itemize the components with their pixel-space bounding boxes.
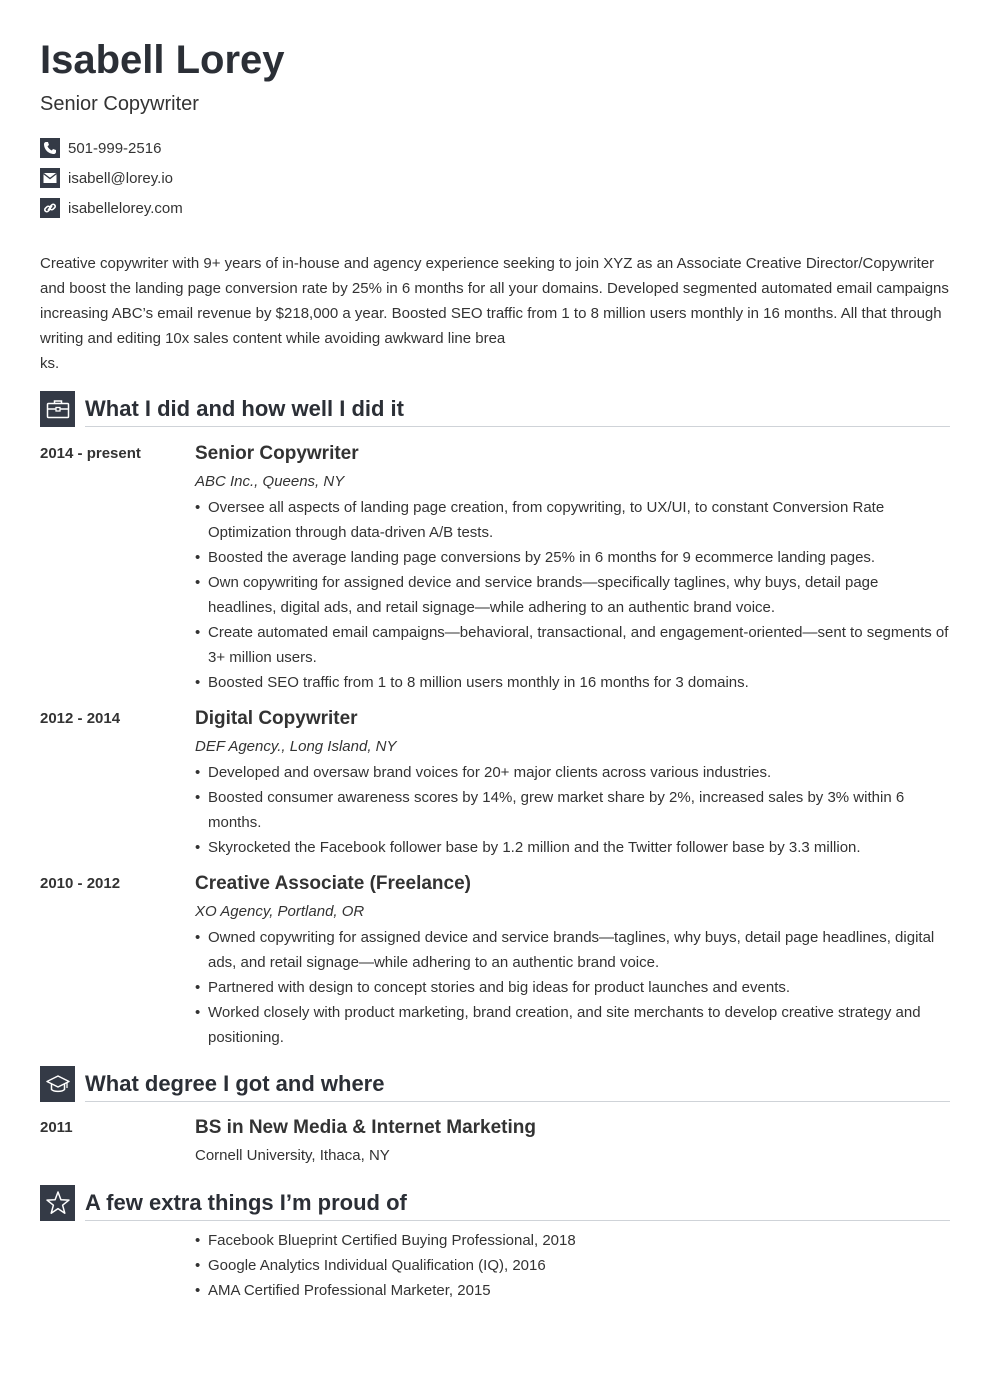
job-company: ABC Inc., Queens, NY [195,473,345,490]
contact-phone[interactable] [40,138,161,158]
extras-body [195,1228,950,1303]
graduation-cap-icon [40,1066,75,1102]
education-body [195,1117,950,1166]
candidate-role: Senior Copywriter [40,93,199,115]
job-bullets [195,495,950,695]
extra-item: • AMA Certified Professional Marketer, 2015 [195,1278,950,1303]
school-name: Cornell University, Ithaca, NY [195,1147,390,1164]
experience-section-header [40,391,950,427]
job-bullet: • Oversee all aspects of landing page creation, from copywriting, to UX/UI, to constant Conversion Rate Optimization through data-driven A/B tests. [195,495,950,545]
phone-icon [40,138,60,158]
education-section-header [40,1066,950,1102]
link-icon [40,198,60,218]
education-section-title: What degree I got and where [85,1071,385,1096]
website-url: isabellelorey.com [68,199,183,217]
experience-body [195,708,950,860]
job-title: Senior Copywriter [195,443,359,464]
job-bullet: • Create automated email campaigns—behavioral, transactional, and engagement-oriented—sent to segments of 3+ million users. [195,620,950,670]
job-bullet: • Partnered with design to concept stories and big ideas for product launches and events. [195,975,950,1000]
job-bullet: • Boosted consumer awareness scores by 14%, grew market share by 2%, increased sales by 3% within 6 months. [195,785,950,835]
extras-list [195,1228,950,1303]
summary-paragraph [40,251,950,376]
job-bullet: • Boosted SEO traffic from 1 to 8 million users monthly in 16 months for 3 domains. [195,670,950,695]
envelope-icon [40,168,60,188]
job-bullets [195,925,950,1050]
job-bullet: • Owned copywriting for assigned device and service brands—taglines, why buys, detail page headlines, digital ads, and retail signage—while adhering to an authentic brand voice. [195,925,950,975]
job-bullet: • Developed and oversaw brand voices for 20+ major clients across various industries. [195,760,950,785]
briefcase-icon [40,391,75,427]
extras-section-header [40,1185,950,1221]
job-title: Creative Associate (Freelance) [195,873,471,894]
email-address: isabell@lorey.io [68,169,173,187]
contact-website[interactable] [40,198,183,218]
job-title: Digital Copywriter [195,708,358,729]
summary-tail: ks. [40,355,60,372]
job-company: XO Agency, Portland, OR [195,903,365,920]
experience-date: 2014 - present [40,445,141,462]
education-date: 2011 [40,1119,73,1136]
job-bullet: • Worked closely with product marketing, brand creation, and site merchants to develop creative strategy and positioning. [195,1000,950,1050]
contact-email[interactable] [40,168,173,188]
candidate-name: Isabell Lorey [40,38,285,82]
section-divider [85,426,950,427]
section-divider [85,1220,950,1221]
degree-title: BS in New Media & Internet Marketing [195,1117,536,1138]
job-bullet: • Skyrocketed the Facebook follower base by 1.2 million and the Twitter follower base by 3.3 million. [195,835,950,860]
extras-section-title: A few extra things I’m proud of [85,1190,407,1215]
experience-section-title: What I did and how well I did it [85,396,404,421]
summary-text: Creative copywriter with 9+ years of in-house and agency experience seeking to join XYZ as an Associate Creative Director/Copywriter and boost the landing page conversion rate by 25% in 6 months for all your domains. Developed segmented automated email campaigns increasing ABC’s email revenue by $218,000 a year. Boosted SEO traffic from 1 to 8 million users monthly in 16 months. All that through writing and editing 10x sales content while avoiding awkward line brea [40,255,949,347]
star-icon [40,1185,75,1221]
experience-date: 2012 - 2014 [40,710,121,727]
extra-item: • Facebook Blueprint Certified Buying Professional, 2018 [195,1228,950,1253]
experience-body [195,873,950,1050]
job-bullet: • Boosted the average landing page conversions by 25% in 6 months for 9 ecommerce landing pages. [195,545,950,570]
experience-body [195,443,950,695]
experience-date: 2010 - 2012 [40,875,121,892]
phone-number: 501-999-2516 [68,139,162,157]
job-bullets [195,760,950,860]
extra-item: • Google Analytics Individual Qualification (IQ), 2016 [195,1253,950,1278]
job-bullet: • Own copywriting for assigned device and service brands—specifically taglines, why buys, detail page headlines, digital ads, and retail signage—while adhering to an authentic brand voice. [195,570,950,620]
job-company: DEF Agency., Long Island, NY [195,738,397,755]
section-divider [85,1101,950,1102]
